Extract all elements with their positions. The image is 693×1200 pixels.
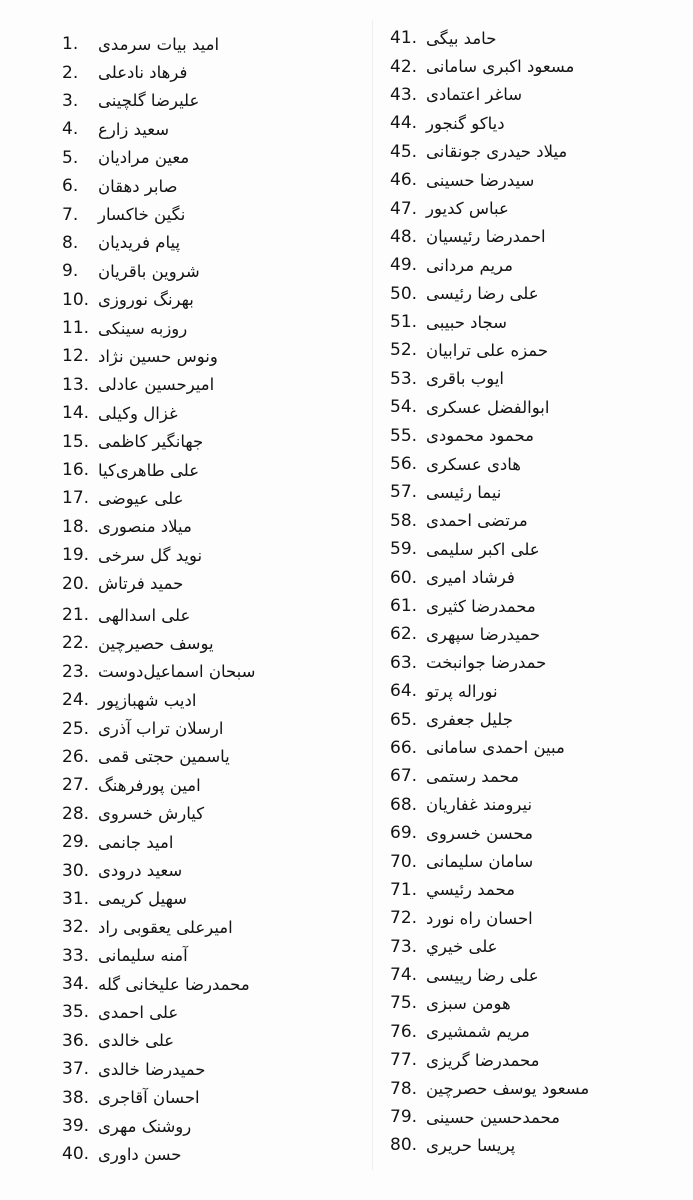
- person-name: مبین احمدی سامانی: [426, 738, 565, 758]
- person-name: محمدرضا گریزی: [426, 1050, 540, 1070]
- person-name: دیاکو گنجور: [426, 113, 505, 133]
- person-name: یاسمین حجتی قمی: [98, 747, 230, 767]
- person-name: نیرومند غفاریان: [426, 795, 533, 815]
- item-number: 76.: [390, 1021, 418, 1042]
- person-name: سیدرضا حسینی: [426, 170, 535, 190]
- list-item: [390, 961, 680, 989]
- item-number: 49.: [390, 255, 418, 276]
- person-name: حسن داوری: [98, 1144, 182, 1164]
- list-item: [62, 144, 362, 172]
- item-number: 11.: [62, 318, 90, 339]
- item-number: 75.: [390, 993, 418, 1014]
- item-number: 15.: [62, 431, 90, 452]
- list-item: [390, 166, 680, 194]
- person-name: مریم مردانی: [426, 255, 513, 275]
- item-number: 1.: [62, 34, 79, 55]
- person-name: نوراله پرتو: [426, 681, 498, 701]
- person-name: نوید گل سرخی: [98, 545, 203, 565]
- person-name: روشنک مهری: [98, 1116, 192, 1136]
- list-item: [390, 336, 680, 364]
- item-number: 41.: [390, 28, 418, 49]
- person-name: کیارش خسروی: [98, 804, 205, 824]
- item-number: 16.: [62, 460, 90, 481]
- person-name: محسن خسروی: [426, 823, 533, 843]
- item-number: 5.: [62, 147, 79, 168]
- person-name: صابر دهقان: [98, 176, 178, 196]
- item-number: 48.: [390, 226, 418, 247]
- person-name: آمنه سلیمانی: [98, 946, 188, 966]
- item-number: 34.: [62, 974, 90, 995]
- item-number: 32.: [62, 917, 90, 938]
- list-item: [62, 913, 362, 941]
- list-item: [390, 563, 680, 591]
- person-name: نگین خاکسار: [98, 205, 186, 225]
- item-number: 7.: [62, 204, 79, 225]
- item-number: 42.: [390, 56, 418, 77]
- item-number: 57.: [390, 482, 418, 503]
- list-item: [390, 592, 680, 620]
- person-name: علی اکبر سلیمی: [426, 539, 540, 559]
- list-item: [390, 308, 680, 336]
- item-number: 70.: [390, 851, 418, 872]
- person-name: ایوب باقری: [426, 369, 505, 389]
- list-item: [62, 569, 362, 597]
- list-item: [390, 365, 680, 393]
- item-number: 21.: [62, 605, 90, 625]
- item-number: 2.: [62, 62, 79, 83]
- person-name: علی خالدی: [98, 1031, 175, 1051]
- person-name: ارسلان تراب آذری: [98, 719, 224, 739]
- list-item: [62, 484, 362, 512]
- list-item: [62, 200, 362, 228]
- list-item: [390, 620, 680, 648]
- person-name: میلاد منصوری: [98, 517, 192, 537]
- item-number: 19.: [62, 545, 90, 566]
- person-name: امید بیات سرمدی: [98, 34, 220, 54]
- item-number: 71.: [390, 879, 418, 900]
- item-number: 54.: [390, 397, 418, 418]
- person-name: سعید درودی: [98, 861, 183, 881]
- item-number: 58.: [390, 510, 418, 531]
- item-number: 59.: [390, 539, 418, 560]
- list-item: [62, 856, 362, 884]
- person-name: محمدحسین حسینی: [426, 1107, 561, 1127]
- item-number: 28.: [62, 803, 90, 824]
- list-item: [390, 138, 680, 166]
- item-number: 56.: [390, 454, 418, 475]
- item-number: 22.: [62, 633, 90, 654]
- column-divider: [372, 20, 373, 1170]
- list-item: [62, 456, 362, 484]
- list-item: [62, 743, 362, 771]
- item-number: 31.: [62, 888, 90, 909]
- list-item: [62, 1027, 362, 1055]
- item-number: 50.: [390, 283, 418, 304]
- person-name: بهرنگ نوروزی: [98, 290, 194, 310]
- person-name: ونوس حسین نژاد: [98, 346, 218, 366]
- item-number: 62.: [390, 624, 418, 645]
- person-name: معین مرادیان: [98, 148, 190, 168]
- list-item: [390, 81, 680, 109]
- item-number: 36.: [62, 1030, 90, 1051]
- list-item: [390, 251, 680, 279]
- item-number: 64.: [390, 681, 418, 702]
- person-name: غزال وکیلی: [98, 403, 178, 423]
- list-item: [62, 998, 362, 1026]
- person-name: علی خیري: [426, 937, 498, 957]
- person-name: هادی عسکری: [426, 454, 521, 474]
- list-item: [62, 714, 362, 742]
- person-name: امیرحسین عادلی: [98, 375, 215, 395]
- person-name: میلاد حیدری جونقانی: [426, 142, 568, 162]
- item-number: 4.: [62, 119, 79, 140]
- item-number: 43.: [390, 84, 418, 105]
- item-number: 26.: [62, 746, 90, 767]
- person-name: علی عیوضی: [98, 488, 184, 508]
- person-name: حمزه علی ترابیان: [426, 340, 549, 360]
- item-number: 27.: [62, 775, 90, 796]
- person-name: یوسف حصیرچین: [98, 633, 214, 653]
- person-name: علی رضا رئیسی: [426, 284, 539, 304]
- item-number: 63.: [390, 652, 418, 673]
- person-name: شروین باقریان: [98, 261, 200, 281]
- item-number: 23.: [62, 661, 90, 682]
- person-name: امین پورفرهنگ: [98, 775, 201, 795]
- list-item: [62, 1055, 362, 1083]
- item-number: 40.: [62, 1144, 90, 1165]
- person-name: علیرضا گلچینی: [98, 91, 200, 111]
- item-number: 66.: [390, 737, 418, 758]
- item-number: 68.: [390, 794, 418, 815]
- item-number: 33.: [62, 945, 90, 966]
- person-name: علی اسدالهی: [98, 605, 191, 625]
- list-item: [62, 399, 362, 427]
- item-number: 55.: [390, 425, 418, 446]
- item-number: 10.: [62, 289, 90, 310]
- person-name: حمدرضا جوانبخت: [426, 653, 547, 673]
- person-name: ابوالفضل عسکری: [426, 397, 550, 417]
- item-number: 79.: [390, 1107, 418, 1128]
- item-number: 47.: [390, 198, 418, 219]
- list-item: [390, 421, 680, 449]
- list-item: [390, 109, 680, 137]
- list-item: [390, 1018, 680, 1046]
- list-item: [390, 819, 680, 847]
- list-item: [62, 229, 362, 257]
- list-item: [390, 1103, 680, 1131]
- person-name: هومن سبزی: [426, 993, 511, 1013]
- person-name: سبحان اسماعیل‌دوست: [98, 662, 256, 682]
- person-name: حمیدرضا سپهری: [426, 624, 541, 644]
- item-number: 3.: [62, 90, 79, 111]
- person-name: پریسا حریری: [426, 1135, 516, 1155]
- item-number: 52.: [390, 340, 418, 361]
- item-number: 77.: [390, 1050, 418, 1071]
- person-name: ادیب شهبازپور: [98, 690, 197, 710]
- list-item: [62, 172, 362, 200]
- item-number: 8.: [62, 232, 79, 253]
- item-number: 80.: [390, 1135, 418, 1156]
- list-item: [62, 942, 362, 970]
- person-name: سامان سلیمانی: [426, 852, 534, 872]
- person-name: نیما رئیسی: [426, 482, 502, 502]
- person-name: احسان راه نورد: [426, 908, 533, 928]
- person-name: علی رضا رییسی: [426, 965, 539, 985]
- list-item: [390, 791, 680, 819]
- person-name: حمیدرضا خالدی: [98, 1059, 206, 1079]
- person-name: ساغر اعتمادی: [426, 85, 523, 105]
- item-number: 24.: [62, 690, 90, 711]
- names-list-right: [390, 24, 680, 1160]
- list-item: [62, 970, 362, 998]
- item-number: 60.: [390, 567, 418, 588]
- list-item: [390, 933, 680, 961]
- person-name: فرشاد امیری: [426, 568, 515, 588]
- list-item: [390, 677, 680, 705]
- item-number: 44.: [390, 113, 418, 134]
- person-name: امیرعلی یعقوبی راد: [98, 917, 233, 937]
- list-item: [62, 828, 362, 856]
- item-number: 20.: [62, 573, 90, 594]
- person-name: مریم شمشیری: [426, 1022, 530, 1042]
- person-name: عباس کدیور: [426, 199, 509, 219]
- item-number: 17.: [62, 488, 90, 509]
- person-name: محمود محمودی: [426, 426, 534, 446]
- item-number: 69.: [390, 823, 418, 844]
- list-item: [62, 1112, 362, 1140]
- person-name: روزبه سینکی: [98, 318, 188, 338]
- list-item: [390, 24, 680, 52]
- list-item: [390, 478, 680, 506]
- item-number: 53.: [390, 368, 418, 389]
- list-item: [62, 30, 362, 58]
- list-item: [390, 393, 680, 421]
- list-item: [390, 1131, 680, 1159]
- person-name: جهانگیر کاظمی: [98, 432, 204, 452]
- item-number: 14.: [62, 403, 90, 424]
- list-item: [62, 541, 362, 569]
- person-name: محمد رئیسي: [426, 880, 515, 900]
- list-item: [390, 52, 680, 80]
- person-name: مسعود اکبری سامانی: [426, 57, 575, 77]
- list-item: [390, 1046, 680, 1074]
- item-number: 18.: [62, 516, 90, 537]
- list-item: [62, 1140, 362, 1168]
- list-item: [390, 876, 680, 904]
- list-item: [390, 649, 680, 677]
- item-number: 9.: [62, 261, 79, 282]
- person-name: سهیل کریمی: [98, 889, 187, 909]
- item-number: 37.: [62, 1059, 90, 1080]
- list-item: [62, 314, 362, 342]
- list-item: [62, 629, 362, 657]
- item-number: 46.: [390, 170, 418, 191]
- list-item: [390, 989, 680, 1017]
- list-item: [390, 762, 680, 790]
- person-name: احمدرضا رئیسیان: [426, 227, 546, 247]
- person-name: سجاد حبیبی: [426, 312, 507, 332]
- list-item: [62, 800, 362, 828]
- list-item: [390, 1074, 680, 1102]
- person-name: محمد رستمی: [426, 766, 519, 786]
- item-number: 35.: [62, 1002, 90, 1023]
- item-number: 61.: [390, 596, 418, 616]
- list-item: [62, 601, 362, 629]
- list-item: [390, 535, 680, 563]
- item-number: 51.: [390, 312, 418, 333]
- item-number: 12.: [62, 346, 90, 367]
- person-name: علی احمدی: [98, 1002, 179, 1022]
- item-number: 72.: [390, 908, 418, 929]
- item-number: 45.: [390, 141, 418, 162]
- item-number: 78.: [390, 1078, 418, 1099]
- list-item: [62, 771, 362, 799]
- list-item: [390, 734, 680, 762]
- list-item: [390, 507, 680, 535]
- list-item: [390, 223, 680, 251]
- item-number: 39.: [62, 1116, 90, 1137]
- item-number: 67.: [390, 766, 418, 787]
- person-name: فرهاد نادعلی: [98, 63, 188, 83]
- list-item: [62, 1083, 362, 1111]
- list-item: [390, 904, 680, 932]
- person-name: حمید فرتاش: [98, 574, 184, 594]
- person-name: محمدرضا کثیری: [426, 596, 536, 616]
- list-item: [62, 513, 362, 541]
- person-name: پیام فریدیان: [98, 233, 181, 253]
- person-name: امید جانمی: [98, 832, 174, 852]
- person-name: محمدرضا علیخانی گله: [98, 974, 250, 994]
- list-item: [390, 705, 680, 733]
- list-item: [62, 686, 362, 714]
- item-number: 25.: [62, 718, 90, 739]
- list-item: [62, 115, 362, 143]
- person-name: سعید زارع: [98, 119, 170, 139]
- item-number: 6.: [62, 176, 79, 197]
- list-item: [62, 427, 362, 455]
- person-name: جلیل جعفری: [426, 710, 513, 730]
- list-item: [390, 450, 680, 478]
- list-item: [62, 658, 362, 686]
- list-item: [390, 194, 680, 222]
- list-item: [390, 847, 680, 875]
- item-number: 29.: [62, 832, 90, 853]
- person-name: علی طاهری‌کیا: [98, 460, 200, 480]
- list-item: [62, 342, 362, 370]
- item-number: 13.: [62, 374, 90, 395]
- item-number: 38.: [62, 1087, 90, 1108]
- list-item: [62, 286, 362, 314]
- list-item: [62, 87, 362, 115]
- list-item: [62, 58, 362, 86]
- list-item: [62, 371, 362, 399]
- names-list-left: [62, 30, 362, 1169]
- person-name: مسعود یوسف حصرچین: [426, 1079, 590, 1099]
- person-name: مرتضی احمدی: [426, 511, 528, 531]
- item-number: 73.: [390, 936, 418, 957]
- person-name: احسان آقاجری: [98, 1088, 200, 1108]
- list-item: [62, 885, 362, 913]
- list-item: [390, 280, 680, 308]
- item-number: 65.: [390, 709, 418, 730]
- person-name: حامد بیگی: [426, 28, 497, 48]
- item-number: 74.: [390, 965, 418, 986]
- item-number: 30.: [62, 860, 90, 881]
- list-item: [62, 257, 362, 285]
